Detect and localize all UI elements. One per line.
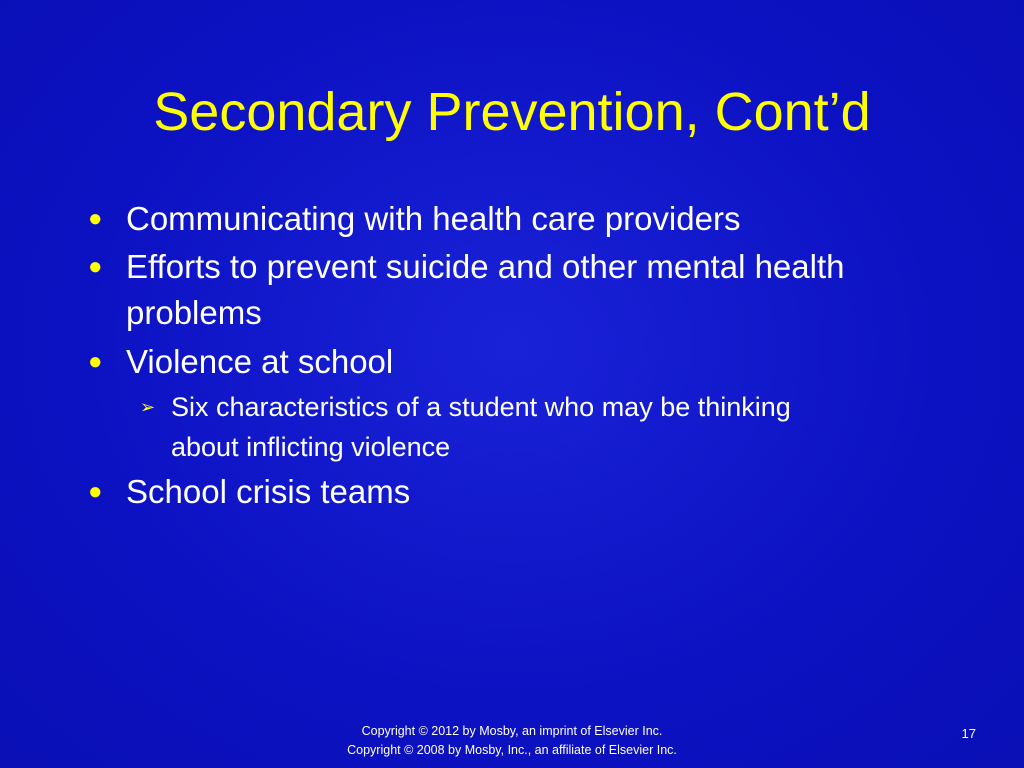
slide-title: Secondary Prevention, Cont’d [153,82,871,142]
copyright-line: Copyright © 2008 by Mosby, Inc., an affiliate of Elsevier Inc. [347,743,677,757]
sub-bullet-item [140,387,860,467]
bullet-item [88,244,908,336]
bullet-item [88,469,908,515]
copyright-footer [0,722,1024,760]
bullet-item [88,339,908,385]
bullet-dot-icon: ● [88,205,103,232]
bullet-text: Efforts to prevent suicide and other mental health problems [126,248,845,331]
bullet-dot-icon: ● [88,348,103,375]
bullet-dot-icon: ● [88,478,103,505]
copyright-line: Copyright © 2012 by Mosby, an imprint of Elsevier Inc. [361,724,663,738]
bullet-item [88,196,908,242]
bullet-text: Violence at school [126,343,394,380]
page-number: 17 [961,726,976,741]
arrow-bullet-icon: ➢ [140,397,156,417]
sub-bullet-text: Six characteristics of a student who may be thinking about inflicting violence [171,392,791,462]
bullet-text: Communicating with health care providers [126,200,741,237]
bullet-dot-icon: ● [88,253,103,280]
bullet-text: School crisis teams [126,473,411,510]
